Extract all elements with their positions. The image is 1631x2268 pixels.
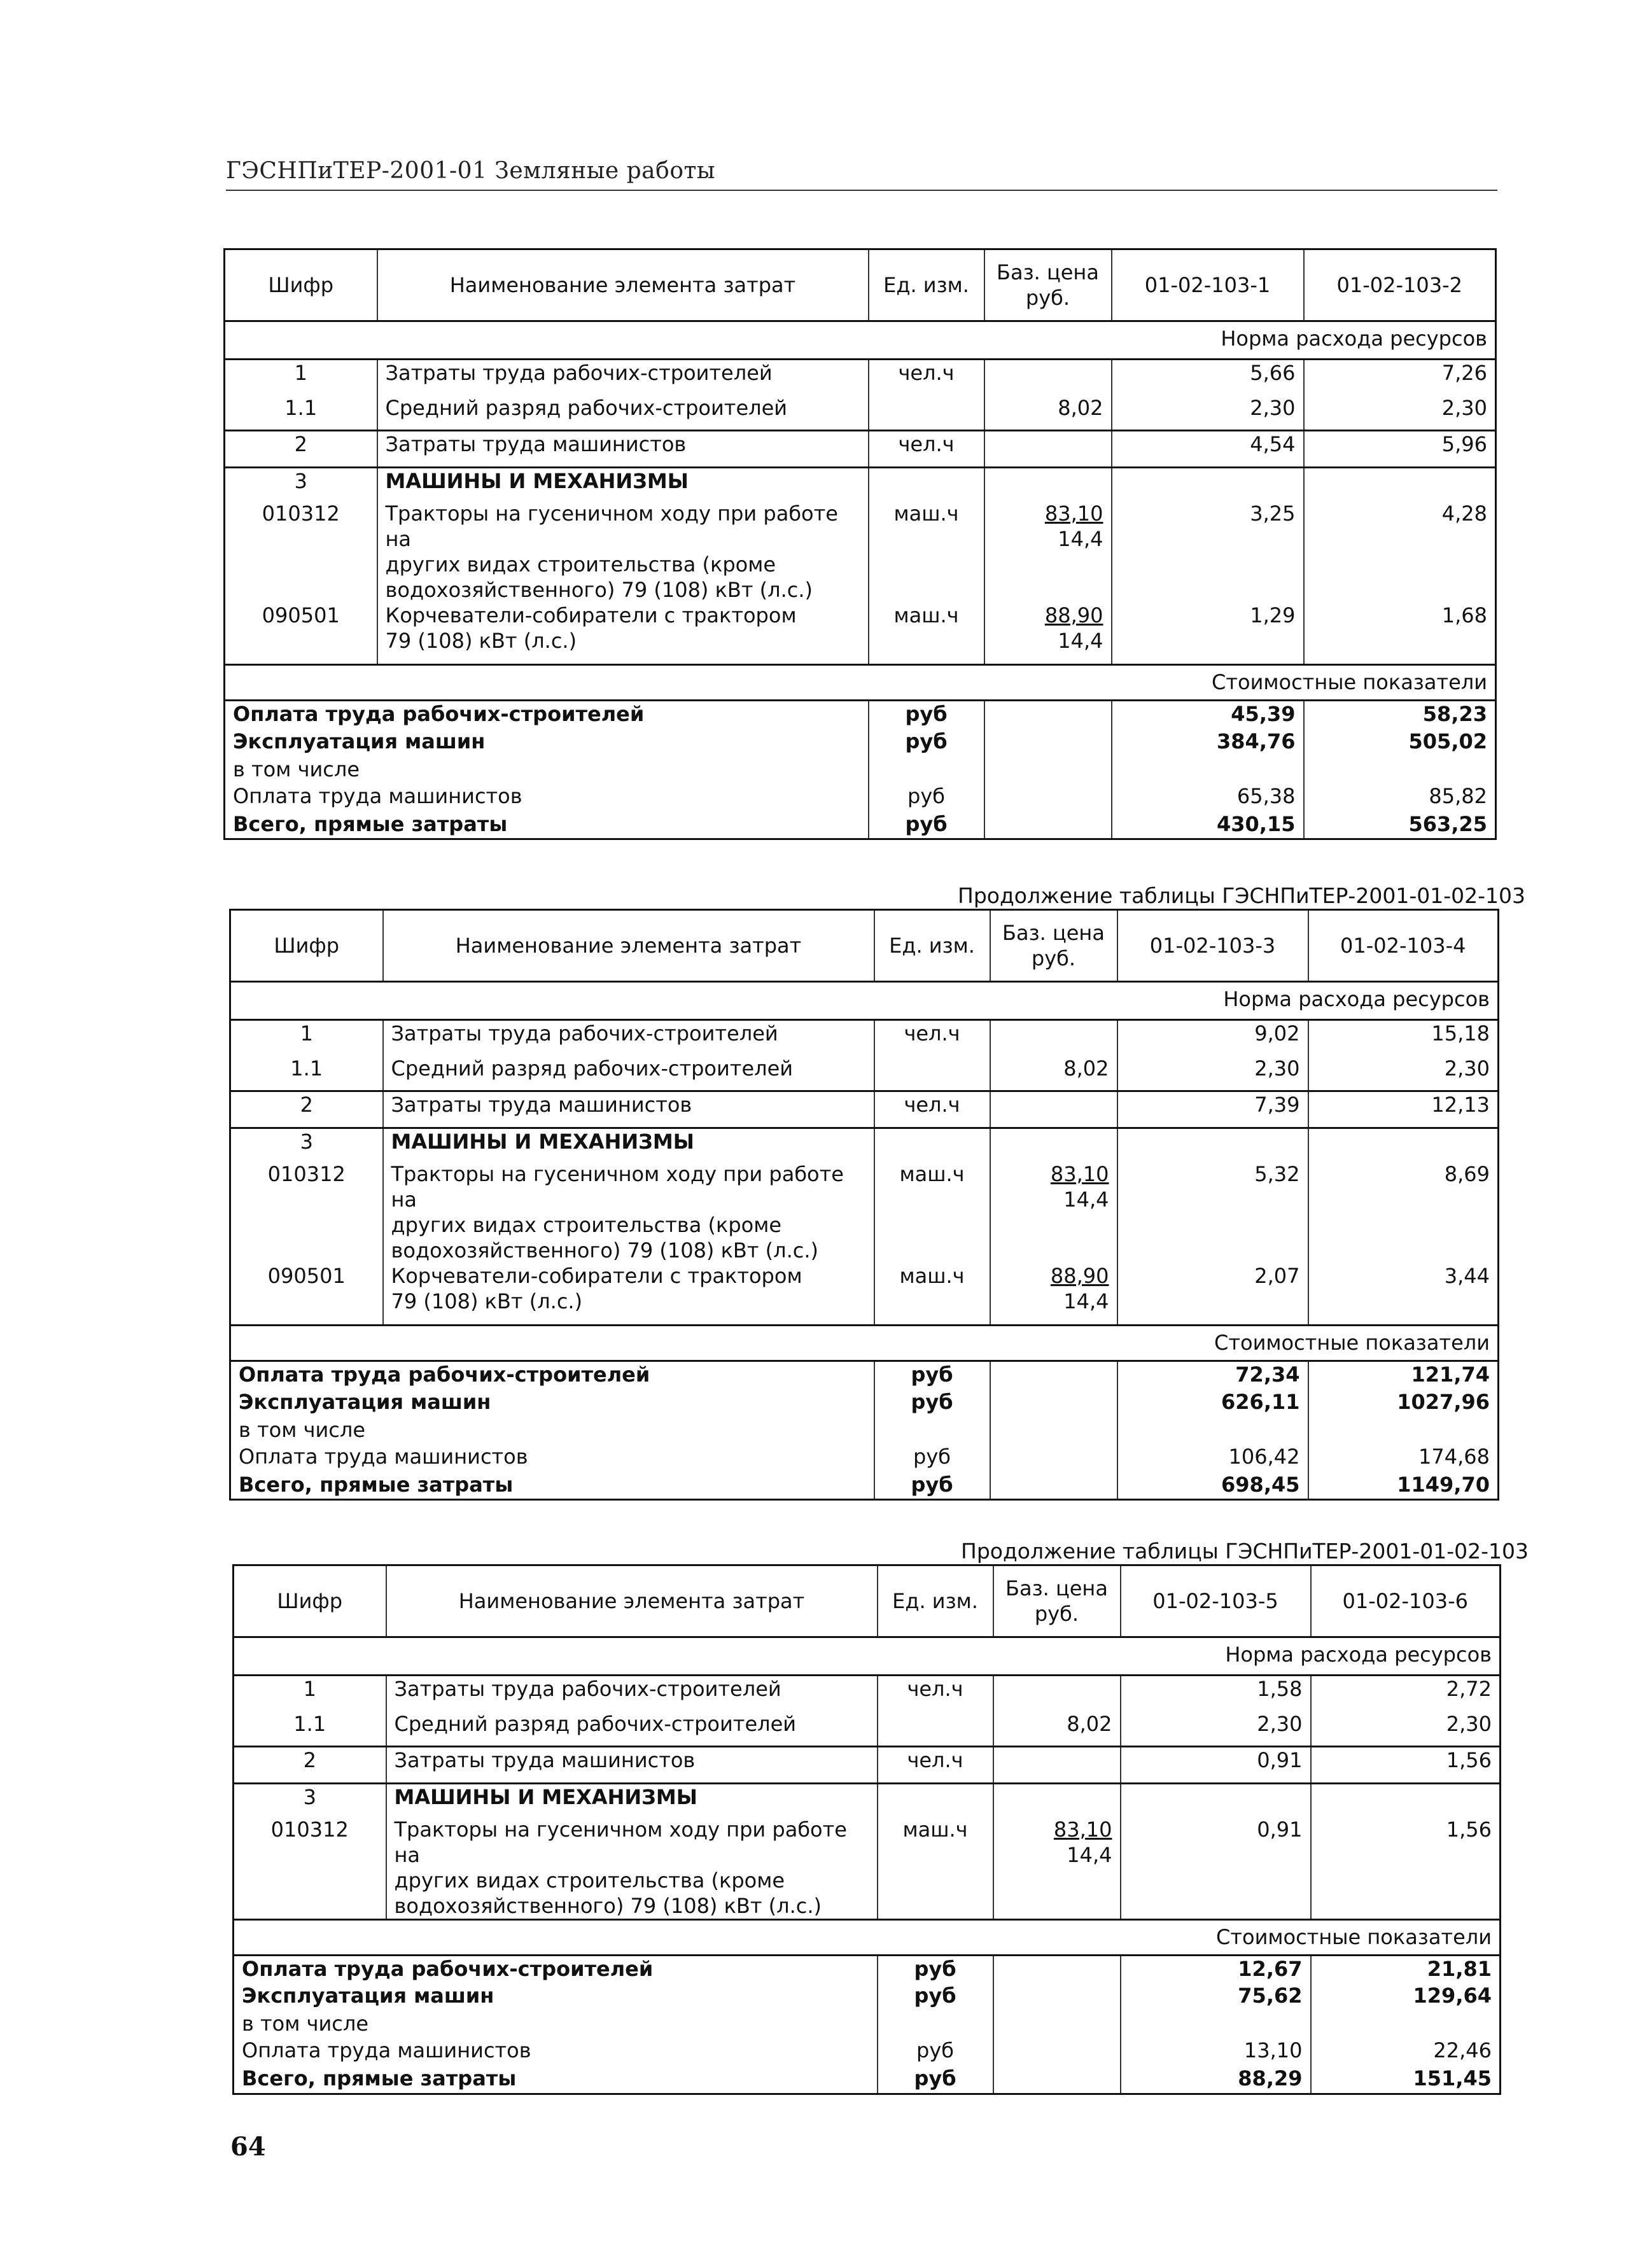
page-number: 64	[230, 2132, 266, 2162]
row-name: Средний разряд рабочих-строителей	[383, 1056, 874, 1091]
col-b-header: 01-02-103-2	[1304, 249, 1496, 321]
col-name-header: Наименование элемента затрат	[383, 910, 874, 982]
cost-unit: руб	[878, 2038, 993, 2066]
table-2	[229, 909, 1499, 1501]
cost-label: Оплата труда рабочих-строителей	[230, 1361, 874, 1389]
value-b: 1,56	[1311, 1747, 1501, 1784]
value-b: 129,64	[1413, 1984, 1492, 2008]
cost-unit: руб	[874, 1444, 990, 1472]
value-b: 1,68	[1304, 603, 1496, 665]
row-code: 1.1	[230, 1056, 383, 1091]
row-name: Затраты труда машинистов	[377, 431, 869, 468]
value-a: 9,02	[1117, 1020, 1308, 1056]
row-code: 090501	[230, 1263, 383, 1326]
row-name: Затраты труда машинистов	[383, 1091, 874, 1128]
col-name-header: Наименование элемента затрат	[386, 1565, 878, 1637]
col-a-header: 01-02-103-5	[1121, 1565, 1311, 1637]
value-a: 0,91	[1121, 1817, 1311, 1920]
value-a: 2,30	[1112, 395, 1304, 431]
row-code: 2	[225, 431, 377, 468]
row-code: 1	[234, 1676, 386, 1711]
row-unit: маш.ч	[874, 1161, 990, 1263]
row-price: 88,90 14,4	[984, 603, 1112, 665]
row-code: 2	[230, 1091, 383, 1128]
row-name: Затраты труда рабочих-строителей	[377, 360, 869, 395]
row-name: МАШИНЫ И МЕХАНИЗМЫ	[386, 1784, 878, 1817]
value-b: 2,30	[1308, 1056, 1499, 1091]
col-code-header: Шифр	[230, 910, 383, 982]
row-unit: чел.ч	[878, 1747, 993, 1784]
col-unit-header: Ед. изм.	[878, 1565, 993, 1637]
row-code: 010312	[225, 501, 377, 603]
row-unit: чел.ч	[869, 360, 984, 395]
value-b: 85,82	[1429, 783, 1487, 808]
continuation-caption: Продолжение таблицы ГЭСНПиТЕР-2001-01-02-103	[961, 1539, 1529, 1564]
section-norm: Норма расхода ресурсов	[225, 321, 1496, 360]
col-name-header: Наименование элемента затрат	[377, 249, 869, 321]
value-b: 505,02	[1408, 729, 1487, 753]
cost-label: Эксплуатация машин	[225, 729, 869, 757]
col-price-header: Баз. цена руб.	[990, 910, 1117, 982]
value-a: 88,29	[1121, 2066, 1311, 2094]
row-price: 83,10 14,4	[993, 1817, 1121, 1920]
row-name: Корчеватели-собиратели с трактором 79 (108) кВт (л.с.)	[377, 603, 869, 665]
cost-unit: руб	[874, 1389, 990, 1417]
value-a: 72,34	[1117, 1361, 1308, 1389]
value-b: 15,18	[1431, 1021, 1490, 1046]
row-name: Тракторы на гусеничном ходу при работе на других видах строительства (кроме водохозяйственного) 79 (108) кВт (л.с.)	[386, 1817, 878, 1920]
row-price: 8,02	[990, 1056, 1117, 1091]
row-unit: чел.ч	[878, 1676, 993, 1711]
section-cost: Стоимостные показатели	[225, 665, 1496, 701]
cost-label: Оплата труда машинистов	[225, 783, 869, 811]
section-cost: Стоимостные показатели	[234, 1919, 1501, 1955]
value-a: 65,38	[1112, 783, 1304, 811]
row-code: 010312	[230, 1161, 383, 1263]
row-name: Затраты труда рабочих-строителей	[386, 1676, 878, 1711]
value-b: 563,25	[1408, 811, 1487, 836]
cost-unit: руб	[869, 729, 984, 757]
row-code: 1.1	[225, 395, 377, 431]
cost-label: Эксплуатация машин	[230, 1389, 874, 1417]
cost-label: Эксплуатация машин	[234, 1983, 878, 2011]
table-1	[223, 248, 1497, 840]
cost-label: Всего, прямые затраты	[230, 1472, 874, 1500]
value-b: 4,28	[1441, 501, 1487, 526]
value-b: 1,56	[1311, 1817, 1501, 1920]
header-rule	[226, 190, 1497, 191]
value-b: 1027,96	[1397, 1389, 1490, 1414]
row-unit: маш.ч	[869, 603, 984, 665]
value-b: 5,96	[1304, 431, 1496, 468]
value-b: 2,30	[1311, 1711, 1501, 1747]
cost-label: Оплата труда машинистов	[230, 1444, 874, 1472]
col-unit-header: Ед. изм.	[869, 249, 984, 321]
col-b-header: 01-02-103-6	[1311, 1565, 1501, 1637]
cost-label: в том числе	[234, 2011, 878, 2038]
value-b: 58,23	[1422, 702, 1487, 726]
row-name: МАШИНЫ И МЕХАНИЗМЫ	[383, 1128, 874, 1161]
value-b: 12,13	[1308, 1091, 1499, 1128]
row-name: Средний разряд рабочих-строителей	[377, 395, 869, 431]
value-a: 430,15	[1112, 811, 1304, 839]
cost-unit: руб	[878, 2066, 993, 2094]
section-norm: Норма расхода ресурсов	[234, 1637, 1501, 1676]
row-unit: чел.ч	[874, 1091, 990, 1128]
row-price: 83,10 14,4	[990, 1161, 1117, 1263]
cost-label: Всего, прямые затраты	[234, 2066, 878, 2094]
row-price: 83,10 14,4	[984, 501, 1112, 603]
cost-label: в том числе	[230, 1417, 874, 1444]
row-code: 1.1	[234, 1711, 386, 1747]
row-code: 3	[230, 1128, 383, 1161]
row-name: МАШИНЫ И МЕХАНИЗМЫ	[377, 468, 869, 501]
value-a: 5,32	[1117, 1161, 1308, 1263]
section-cost: Стоимостные показатели	[230, 1326, 1499, 1361]
value-b: 22,46	[1433, 2038, 1492, 2062]
value-b: 7,26	[1441, 361, 1487, 385]
cost-unit: руб	[874, 1361, 990, 1389]
row-code: 090501	[225, 603, 377, 665]
value-b: 151,45	[1413, 2066, 1492, 2090]
value-a: 698,45	[1117, 1472, 1308, 1500]
row-code: 1	[230, 1020, 383, 1056]
col-unit-header: Ед. изм.	[874, 910, 990, 982]
row-unit: маш.ч	[869, 501, 984, 603]
row-code: 1	[225, 360, 377, 395]
col-a-header: 01-02-103-3	[1117, 910, 1308, 982]
value-b: 1149,70	[1397, 1472, 1490, 1497]
value-b: 174,68	[1418, 1444, 1490, 1469]
value-a: 2,30	[1121, 1711, 1311, 1747]
value-a: 7,39	[1117, 1091, 1308, 1128]
cost-label: в том числе	[225, 757, 869, 783]
row-code: 010312	[234, 1817, 386, 1920]
row-name: Тракторы на гусеничном ходу при работе на других видах строительства (кроме водохозяйственного) 79 (108) кВт (л.с.)	[377, 501, 869, 603]
row-name: Корчеватели-собиратели с трактором 79 (108) кВт (л.с.)	[383, 1263, 874, 1326]
col-b-header: 01-02-103-4	[1308, 910, 1499, 982]
table-3	[232, 1564, 1501, 2095]
value-b: 8,69	[1444, 1161, 1490, 1186]
value-a: 75,62	[1121, 1983, 1311, 2011]
row-code: 3	[225, 468, 377, 501]
value-a: 3,25	[1112, 501, 1304, 603]
row-name: Затраты труда машинистов	[386, 1747, 878, 1784]
row-code: 3	[234, 1784, 386, 1817]
row-price: 88,90 14,4	[990, 1263, 1117, 1326]
value-a: 106,42	[1117, 1444, 1308, 1472]
row-name: Средний разряд рабочих-строителей	[386, 1711, 878, 1747]
value-a: 384,76	[1112, 729, 1304, 757]
value-a: 0,91	[1121, 1747, 1311, 1784]
row-unit: маш.ч	[874, 1263, 990, 1326]
cost-label: Оплата труда рабочих-строителей	[225, 701, 869, 729]
value-a: 4,54	[1112, 431, 1304, 468]
col-code-header: Шифр	[234, 1565, 386, 1637]
cost-unit: руб	[869, 701, 984, 729]
value-b: 121,74	[1411, 1362, 1490, 1387]
row-unit: маш.ч	[878, 1817, 993, 1920]
continuation-caption: Продолжение таблицы ГЭСНПиТЕР-2001-01-02-103	[958, 883, 1526, 908]
row-unit: чел.ч	[869, 431, 984, 468]
row-name: Затраты труда рабочих-строителей	[383, 1020, 874, 1056]
row-name: Тракторы на гусеничном ходу при работе на других видах строительства (кроме водохозяйственного) 79 (108) кВт (л.с.)	[383, 1161, 874, 1263]
value-a: 12,67	[1121, 1955, 1311, 1983]
cost-label: Оплата труда рабочих-строителей	[234, 1955, 878, 1983]
value-b: 2,72	[1446, 1677, 1492, 1701]
value-a: 13,10	[1121, 2038, 1311, 2066]
row-code: 2	[234, 1747, 386, 1784]
value-a: 1,29	[1112, 603, 1304, 665]
cost-unit: руб	[869, 811, 984, 839]
col-price-header: Баз. цена руб.	[993, 1565, 1121, 1637]
page-header: ГЭСНПиТЕР-2001-01 Земляные работы	[226, 158, 716, 184]
row-price: 8,02	[984, 395, 1112, 431]
cost-label: Оплата труда машинистов	[234, 2038, 878, 2066]
cost-label: Всего, прямые затраты	[225, 811, 869, 839]
value-b: 21,81	[1427, 1956, 1492, 1981]
value-a: 45,39	[1112, 701, 1304, 729]
cost-unit: руб	[869, 783, 984, 811]
value-a: 2,07	[1117, 1263, 1308, 1326]
cost-unit: руб	[878, 1955, 993, 1983]
value-a: 2,30	[1117, 1056, 1308, 1091]
value-a: 5,66	[1112, 360, 1304, 395]
col-code-header: Шифр	[225, 249, 377, 321]
value-b: 2,30	[1304, 395, 1496, 431]
row-price: 8,02	[993, 1711, 1121, 1747]
value-b: 3,44	[1308, 1263, 1499, 1326]
cost-unit: руб	[878, 1983, 993, 2011]
cost-unit: руб	[874, 1472, 990, 1500]
col-price-header: Баз. цена руб.	[984, 249, 1112, 321]
value-a: 1,58	[1121, 1676, 1311, 1711]
row-unit: чел.ч	[874, 1020, 990, 1056]
section-norm: Норма расхода ресурсов	[230, 982, 1499, 1020]
value-a: 626,11	[1117, 1389, 1308, 1417]
col-a-header: 01-02-103-1	[1112, 249, 1304, 321]
